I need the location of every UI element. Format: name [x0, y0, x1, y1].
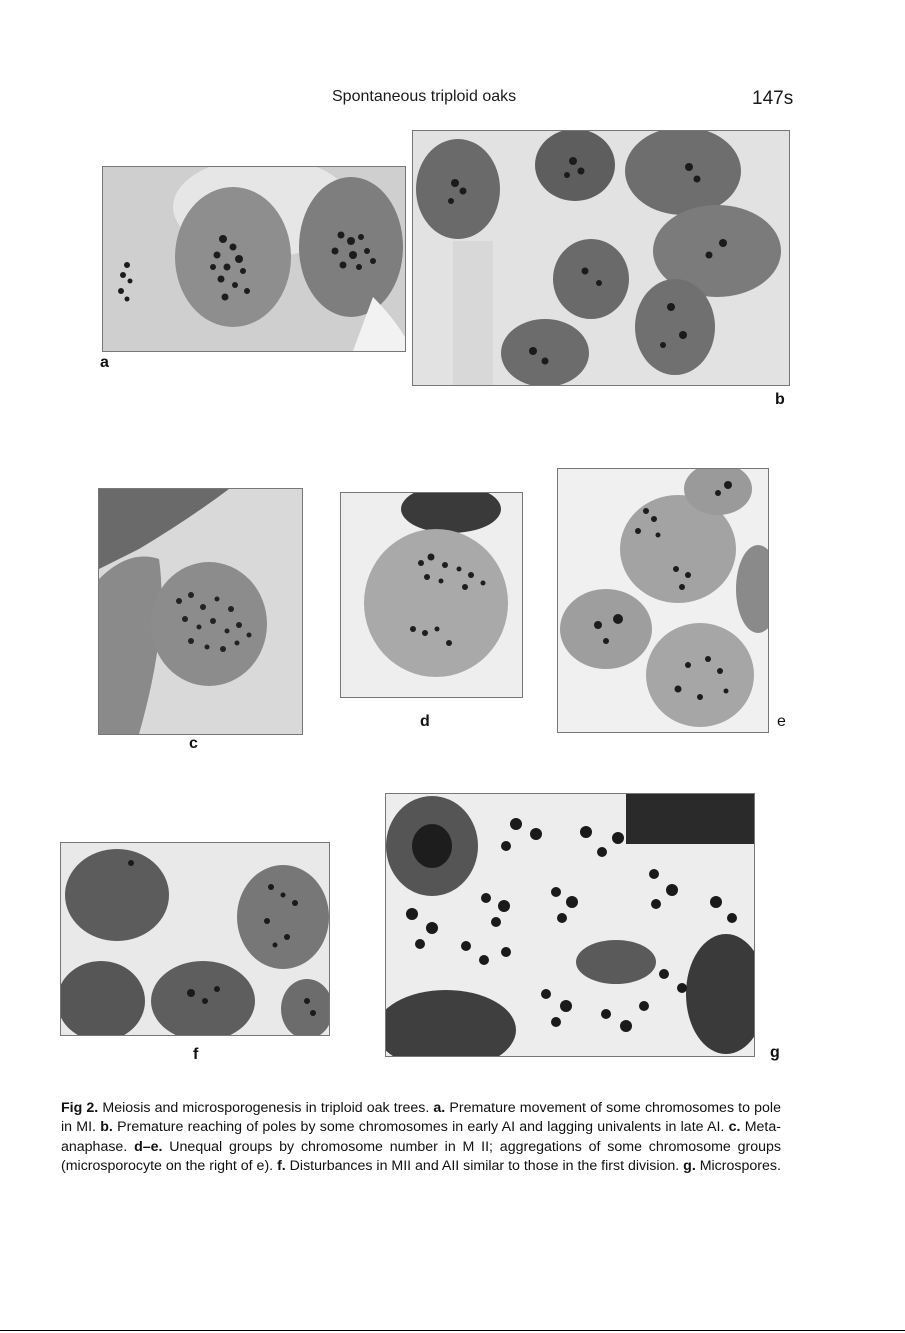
- micrograph-meiosis-b-icon: [413, 131, 789, 385]
- caption-label-a: a.: [433, 1100, 446, 1116]
- caption-label-c: c.: [728, 1119, 741, 1136]
- micrograph-microspores-icon: [386, 794, 754, 1056]
- caption-text-f: Disturbances in MII and AII similar to those in the first division.: [285, 1158, 684, 1175]
- micrograph-meiosis-d-icon: [341, 493, 522, 697]
- figure-panel-c: [98, 488, 303, 735]
- caption-text-c: Meta-anaphase.: [61, 1119, 781, 1155]
- caption-intro: Meiosis and microsporogenesis in triploid oak trees.: [98, 1100, 434, 1116]
- figure-panel-d: [340, 492, 523, 698]
- caption-text-g: Microspores.: [695, 1158, 781, 1175]
- caption-figure-label: Fig 2.: [61, 1100, 99, 1116]
- panel-label-d: d: [420, 713, 430, 730]
- caption-label-f: f.: [277, 1158, 286, 1175]
- panel-label-g: g: [770, 1044, 780, 1061]
- panel-label-c: c: [189, 735, 198, 752]
- panel-label-a: a: [100, 354, 109, 371]
- figure-panel-b: [412, 130, 790, 386]
- figure-panel-g: [385, 793, 755, 1057]
- micrograph-meiosis-a-icon: [103, 167, 405, 351]
- figure-panel-a: [102, 166, 406, 352]
- panel-label-b: b: [775, 391, 785, 408]
- page-number: 147s: [752, 88, 794, 109]
- figure-caption: [61, 1099, 781, 1177]
- caption-label-de: d–e.: [134, 1138, 163, 1155]
- caption-label-g: g.: [683, 1158, 696, 1175]
- figure-panel-e: [557, 468, 769, 733]
- micrograph-meiosis-c-icon: [99, 489, 302, 734]
- caption-text-b: Premature reaching of poles by some chromosomes in early AI and lagging univalents in late AI.: [112, 1119, 729, 1136]
- caption-text-de: Unequal groups by chromosome number in M II; aggregations of some chromosome groups (microsporocyte on the right of e).: [61, 1138, 781, 1175]
- micrograph-meiosis-e-icon: [558, 469, 768, 732]
- footer-rule: [0, 1330, 905, 1331]
- panel-label-f: f: [193, 1046, 199, 1063]
- running-header-title: Spontaneous triploid oaks: [332, 88, 517, 105]
- micrograph-meiosis-f-icon: [61, 843, 329, 1035]
- figure-panel-f: [60, 842, 330, 1036]
- caption-text-a: Premature movement of some chromosomes to pole in MI.: [61, 1100, 781, 1136]
- panel-label-e: e: [777, 713, 786, 730]
- caption-label-b: b.: [100, 1119, 113, 1136]
